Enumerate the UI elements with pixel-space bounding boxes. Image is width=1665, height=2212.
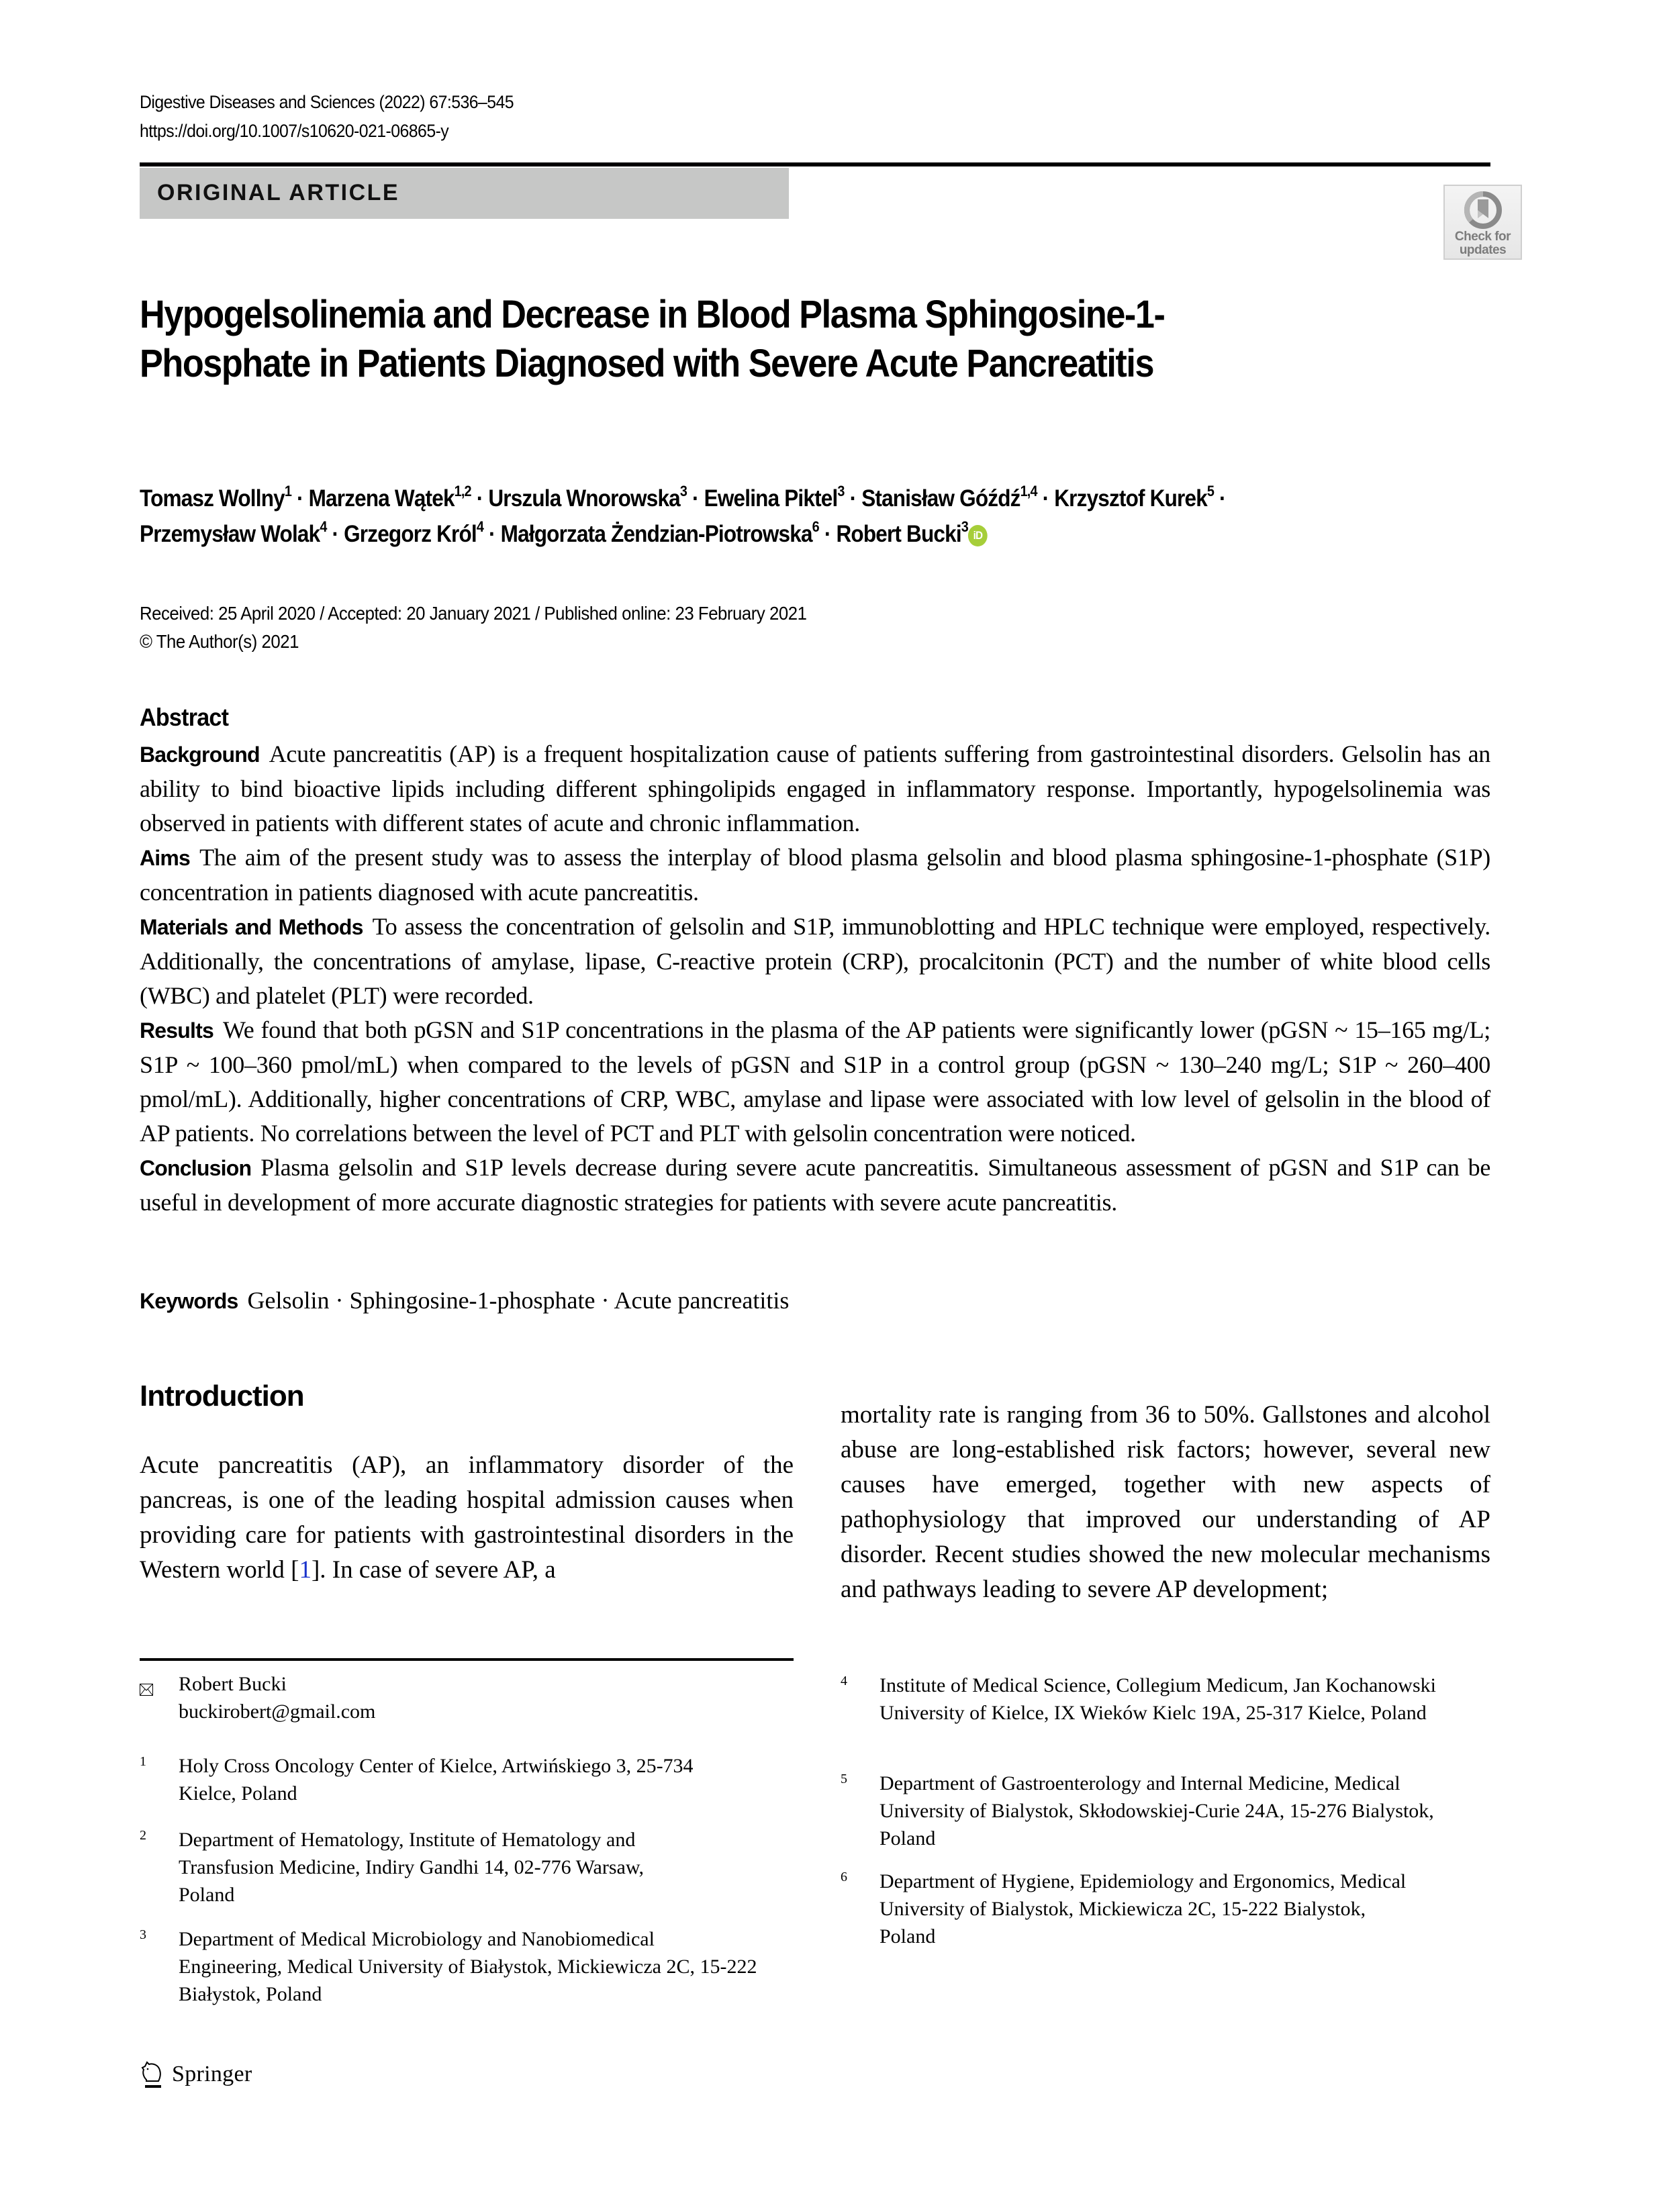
paper-title: Hypogelsolinemia and Decrease in Blood Plasma Sphingosine-1-Phosphate in Patients Diagnosed with Severe Acute Pancreatitis	[140, 293, 1165, 385]
author-name[interactable]: Krzysztof Kurek	[1054, 485, 1207, 512]
dates-line: Received: 25 April 2020 / Accepted: 20 January 2021 / Published online: 23 February 2021	[140, 603, 807, 624]
author-affiliation: 3	[961, 518, 968, 535]
author-list: Tomasz Wollny$^1$ · Marzena Wątek$^{1,2}$ · Urszula Wnorowska$^3$ · Ewelina Piktel$^3$ · Stanisław Góźdź$^{1,4}$ · Krzysztof Kurek$^5$ · Przemysław Wolak$^4$ · Grzegorz Król$^4$ · Małgorzata Żendzian-Piotrowska$^6$ · Robert Bucki$^3$iD	[140, 483, 1226, 547]
correspondence	[140, 1670, 794, 1725]
author-name[interactable]: Małgorzata Żendzian-Piotrowska	[500, 521, 812, 547]
introduction-heading: Introduction	[140, 1380, 304, 1412]
affiliation-text: Department of Medical Microbiology and Nanobiomedical Engineering, Medical University of Białystok, Mickiewicza 2C, 15-222 Białystok, Poland	[179, 1928, 757, 2005]
publication-dates	[140, 599, 806, 656]
springer-logo	[141, 2060, 252, 2089]
correspondence-name: Robert Bucki	[179, 1673, 287, 1695]
doi-link[interactable]: https://doi.org/10.1007/s10620-021-06865-y	[140, 121, 449, 141]
affiliation-text: Department of Hygiene, Epidemiology and Ergonomics, Medical University of Bialystok, Mickiewicza 2C, 15-222 Bialystok, Poland	[879, 1870, 1407, 1947]
author-name[interactable]: Robert Bucki	[836, 521, 961, 547]
introduction-right-column: mortality rate is ranging from 36 to 50%. Gallstones and alcohol abuse are long-established risk factors; however, several new causes have emerged, together with new aspects of pathophysiology that improved our understanding of AP disorder. Recent studies showed the new molecular mechanisms and pathways leading to severe AP development;	[841, 1401, 1490, 1603]
abstract-background	[140, 737, 1490, 840]
author-name[interactable]: Marzena Wątek	[308, 485, 455, 512]
intro-text: ]. In case of severe AP, a	[311, 1556, 556, 1584]
affiliation-text: Department of Gastroenterology and Internal Medicine, Medical University of Bialystok, Skłodowskiej-Curie 24A, 15-276 Bialystok, Poland	[879, 1772, 1434, 1849]
abstract-text: To assess the concentration of gelsolin and S1P, immunoblotting and HPLC technique were employed, respectively. Additionally, the concentrations of amylase, lipase, C-reactive protein (CRP), procalcitonin (PCT) and the number of white blood cells (WBC) and platelet (PLT) were recorded.	[140, 913, 1491, 1009]
affiliation-6	[841, 1868, 1490, 1950]
footnote-rule	[140, 1658, 794, 1661]
abstract-label: Aims	[140, 846, 191, 870]
abstract-label: Conclusion	[140, 1156, 252, 1180]
affiliation-3	[140, 1925, 794, 2008]
author-affiliation: 4	[320, 518, 327, 535]
abstract-text: We found that both pGSN and S1P concentrations in the plasma of the AP patients were significantly lower (pGSN ~ 15–165 mg/L; S1P ~ 100–360 pmol/mL) when compared to the levels of pGSN and S1P in a control group (pGSN ~ 130–240 mg/L; S1P ~ 260–400 pmol/mL). Additionally, higher concentrations of CRP, WBC, amylase and lipase were associated with low level of gelsolin in the blood of AP patients. No correlations between the level of PCT and PLT with gelsolin concentration were noticed.	[140, 1016, 1490, 1147]
abstract-body	[140, 737, 1490, 1220]
author-name[interactable]: Grzegorz Król	[344, 521, 477, 547]
copyright-line: © The Author(s) 2021	[140, 631, 299, 652]
abstract-text: The aim of the present study was to assess the interplay of blood plasma gelsolin and blood plasma sphingosine-1-phosphate (S1P) concentration in patients diagnosed with acute pancreatitis.	[140, 844, 1490, 906]
badge-text-line1: Check for	[1454, 230, 1511, 244]
springer-horse-icon	[141, 2060, 164, 2089]
affiliation-text: Department of Hematology, Institute of Hematology and Transfusion Medicine, Indiry Gandhi 14, 02-776 Warsaw, Poland	[179, 1829, 645, 1906]
author-affiliation: 1,4	[1020, 483, 1037, 499]
abstract-methods	[140, 910, 1490, 1013]
author-affiliation: 6	[812, 518, 819, 535]
affiliation-number: 2	[140, 1828, 146, 1843]
publisher-name: Springer	[172, 2062, 252, 2086]
affiliation-text: Institute of Medical Science, Collegium Medicum, Jan Kochanowski University of Kielce, IX Wieków Kielc 19A, 25-317 Kielce, Poland	[879, 1674, 1436, 1724]
keywords-text: Gelsolin · Sphingosine-1-phosphate · Acute pancreatitis	[247, 1287, 790, 1314]
author-affiliation: 3	[837, 483, 845, 499]
author-affiliation: 3	[679, 483, 687, 499]
affiliation-number: 4	[841, 1674, 847, 1688]
abstract-text: Acute pancreatitis (AP) is a frequent hospitalization cause of patients suffering from gastrointestinal disorders. Gelsolin has an ability to bind bioactive lipids including different sphingolipids engaged in inflammatory response. Importantly, hypogelsolinemia was observed in patients with different states of acute and chronic inflammation.	[140, 740, 1490, 836]
author-affiliation: 1,2	[454, 483, 471, 499]
abstract-label: Results	[140, 1018, 213, 1043]
affiliation-1	[140, 1752, 794, 1807]
author-name[interactable]: Ewelina Piktel	[704, 485, 838, 512]
affiliation-number: 3	[140, 1927, 146, 1942]
abstract-aims	[140, 840, 1490, 910]
author-name[interactable]: Stanisław Góźdź	[861, 485, 1020, 512]
affiliation-5	[841, 1770, 1490, 1852]
keywords-label: Keywords	[140, 1289, 238, 1313]
header-rule	[140, 162, 1490, 166]
citation-link[interactable]: 1	[299, 1556, 312, 1584]
article-type-bar	[140, 168, 789, 219]
badge-text-line2: updates	[1459, 243, 1507, 257]
correspondence-email[interactable]: buckirobert@gmail.com	[179, 1700, 376, 1723]
affiliation-4	[841, 1672, 1490, 1727]
article-type-label: ORIGINAL ARTICLE	[157, 180, 400, 205]
check-for-updates-icon	[1463, 190, 1503, 230]
abstract-heading: Abstract	[140, 704, 229, 731]
journal-citation: Digestive Diseases and Sciences (2022) 67:536–545	[140, 92, 514, 112]
affiliation-number: 1	[140, 1754, 146, 1769]
author-name[interactable]: Przemysław Wolak	[140, 521, 320, 547]
abstract-text: Plasma gelsolin and S1P levels decrease during severe acute pancreatitis. Simultaneous assessment of pGSN and S1P can be useful in development of more accurate diagnostic strategies for patients with severe acute pancreatitis.	[140, 1154, 1490, 1216]
affiliation-text: Holy Cross Oncology Center of Kielce, Artwińskiego 3, 25-734 Kielce, Poland	[179, 1755, 694, 1805]
author-name[interactable]: Tomasz Wollny	[140, 485, 285, 512]
abstract-conclusion	[140, 1151, 1490, 1220]
keywords	[140, 1284, 1490, 1318]
orcid-icon[interactable]: iD	[968, 525, 988, 546]
affiliation-2	[140, 1826, 794, 1909]
author-affiliation: 1	[284, 483, 292, 499]
author-affiliation: 4	[476, 518, 484, 535]
author-affiliation: 5	[1206, 483, 1215, 499]
check-for-updates-badge[interactable]	[1443, 185, 1522, 260]
abstract-label: Background	[140, 742, 260, 767]
abstract-results	[140, 1013, 1490, 1151]
envelope-icon	[140, 1670, 179, 1725]
intro-text: Acute pancreatitis (AP), an inflammatory disorder of the pancreas, is one of the leading hospital admission causes when providing care for patients with gastrointestinal disorders in the Western world [	[140, 1451, 794, 1584]
affiliation-number: 6	[841, 1870, 847, 1884]
affiliation-number: 5	[841, 1772, 847, 1786]
author-name[interactable]: Urszula Wnorowska	[488, 485, 680, 512]
introduction-left-column	[140, 1448, 794, 1588]
abstract-label: Materials and Methods	[140, 915, 363, 939]
